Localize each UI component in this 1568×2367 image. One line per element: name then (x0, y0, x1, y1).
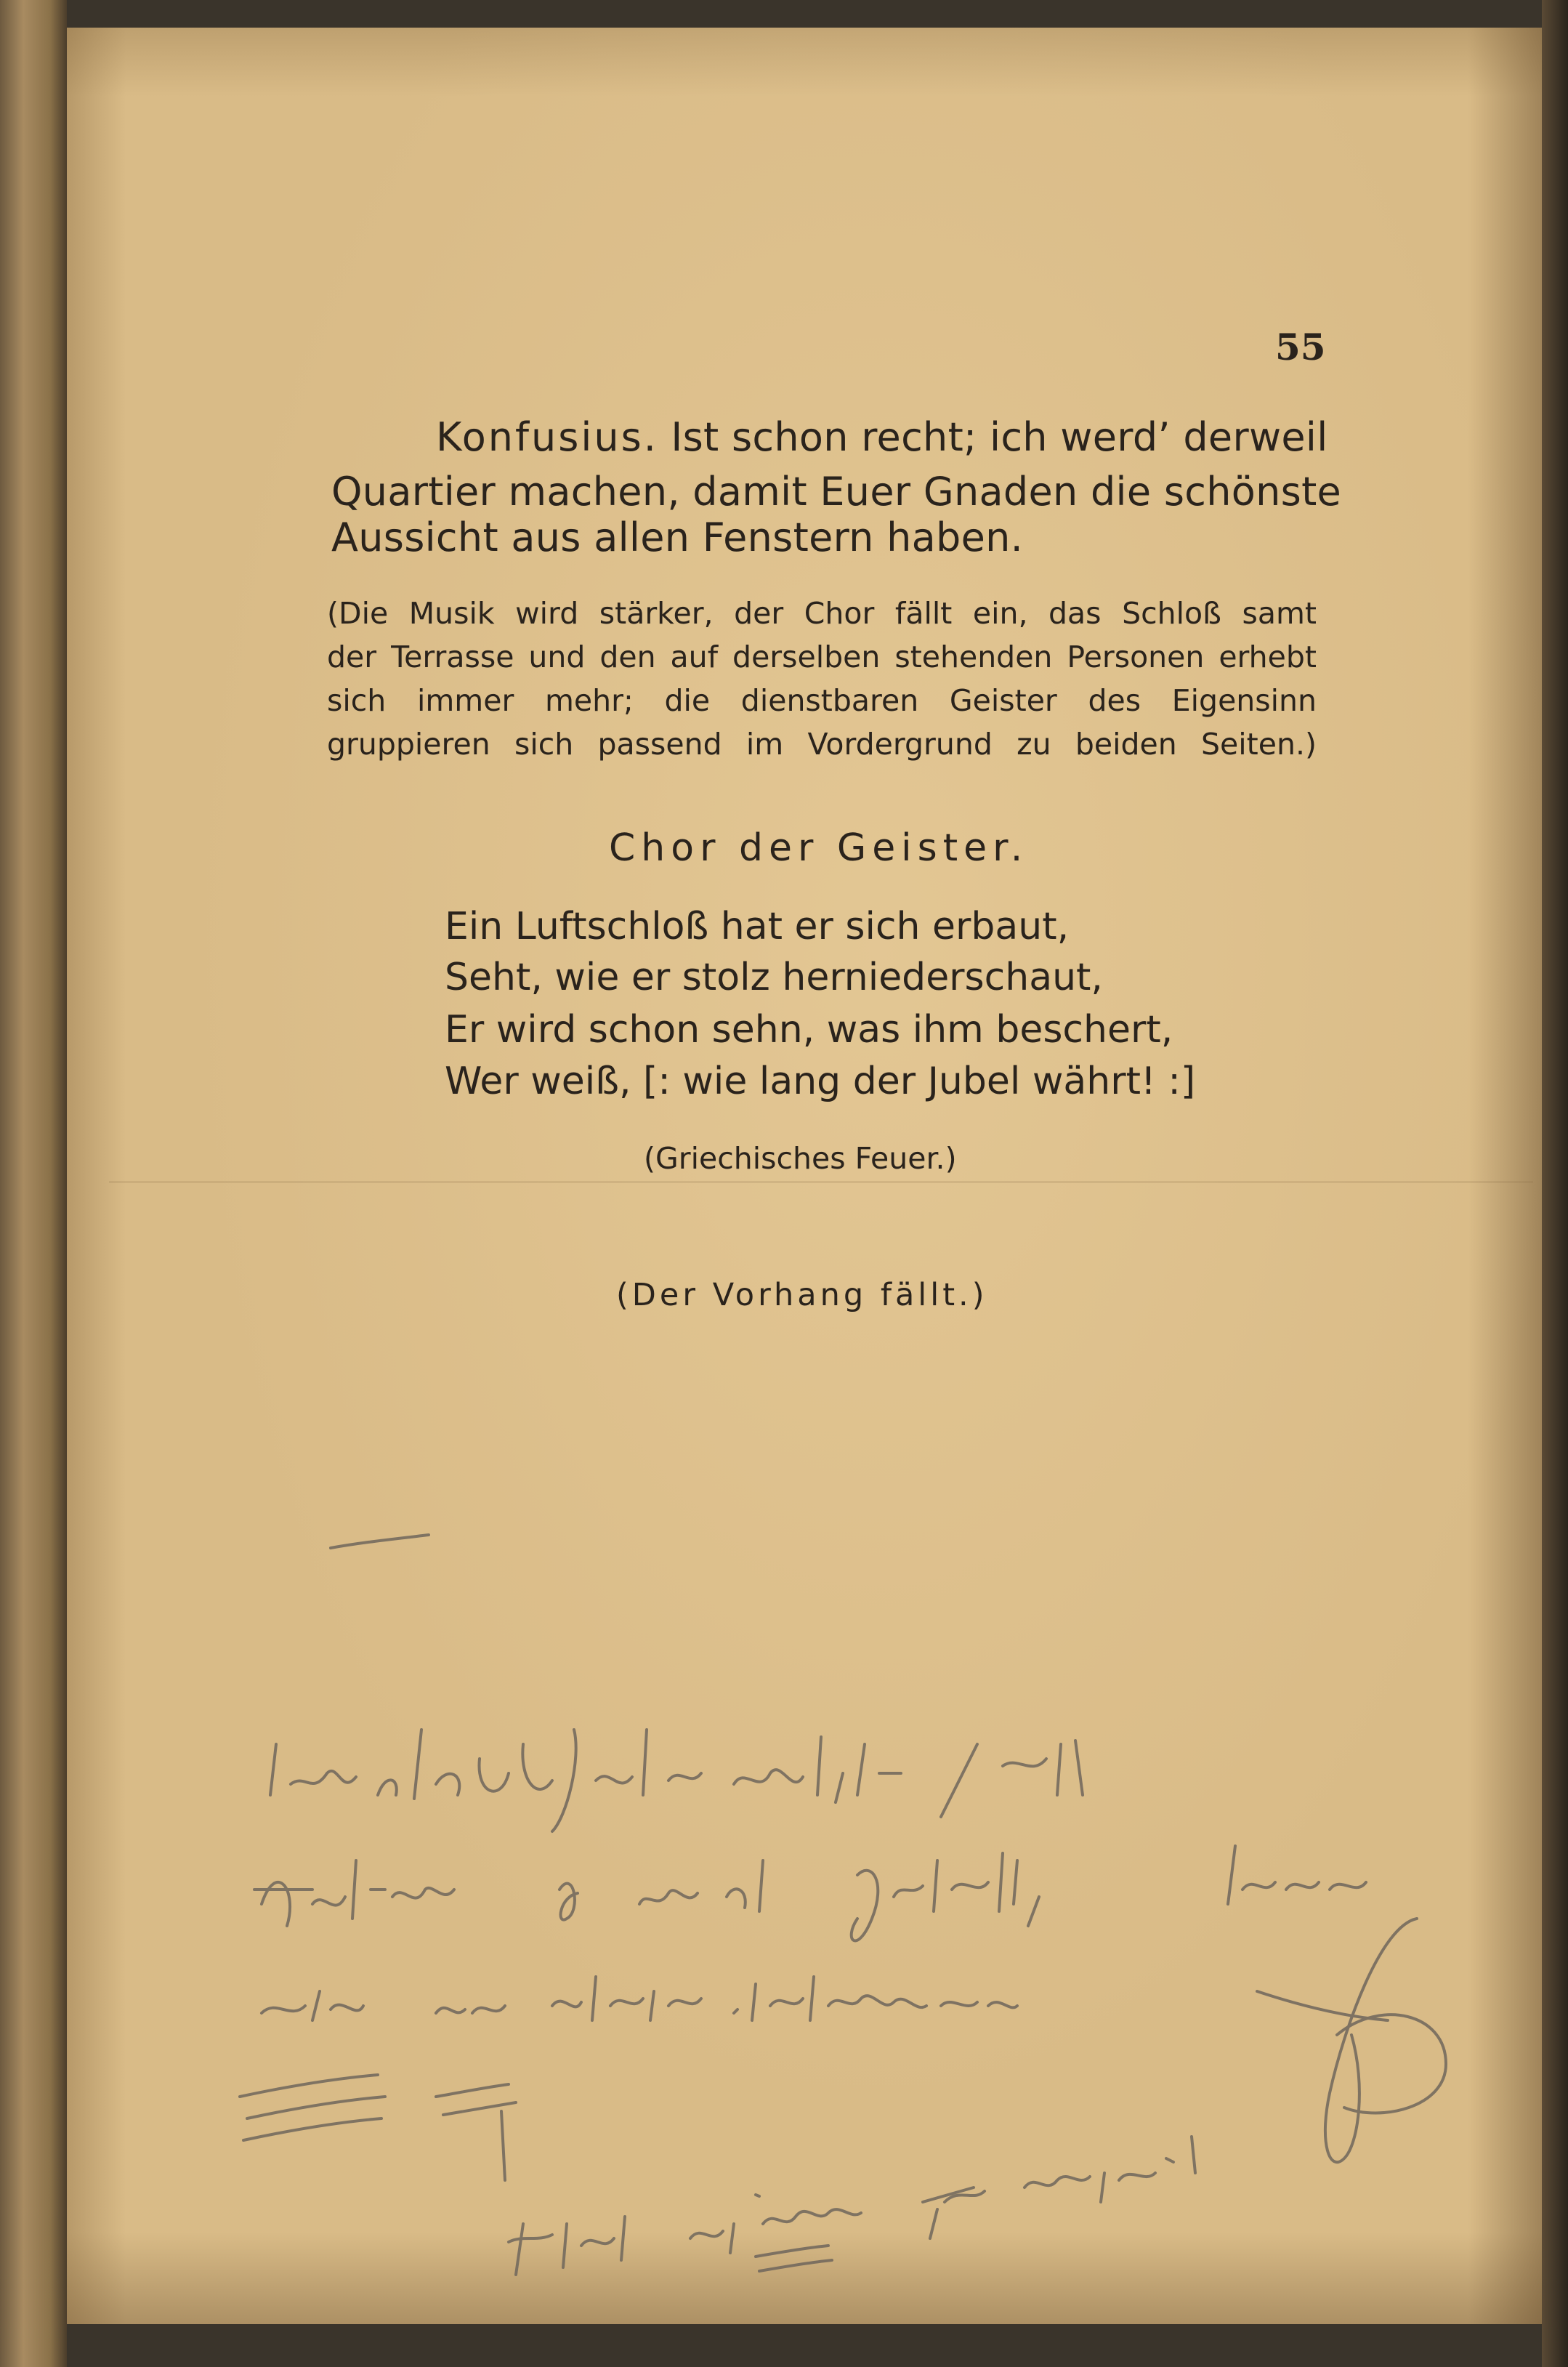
handwriting-underline-1 (240, 2075, 385, 2140)
handwriting-line-2 (254, 1846, 1366, 1940)
speech-line-2: Quartier machen, damit Euer Gnaden die schönste (331, 469, 1342, 515)
speech-text-1: Ist schon recht; ich werd’ derweil (671, 414, 1328, 460)
page-number: 55 (1275, 326, 1326, 368)
verse-line-2: Seht, wie er stolz herniederschaut, (445, 956, 1103, 999)
speaker-name: Konfusius. (436, 414, 658, 460)
stage-direction-line-2: der Terrasse und den auf derselben stehenden Personen erhebt (327, 640, 1317, 674)
verse-line-3: Er wird schon sehn, was ihm beschert, (445, 1008, 1173, 1052)
chorus-heading: Chor der Geister. (609, 826, 1029, 870)
pencil-dash (331, 1535, 429, 1548)
speech-line-3: Aussicht aus allen Fenstern haben. (331, 515, 1024, 560)
handwriting-underline-2 (436, 2084, 516, 2180)
stage-direction-line-3: sich immer mehr; die dienstbaren Geister des Eigensinn (327, 683, 1317, 718)
handwriting-line-3 (262, 1977, 1017, 2020)
verse-line-4: Wer weiß, [: wie lang der Jubel währt! :] (445, 1060, 1196, 1103)
handwriting-line-4 (509, 2137, 1195, 2275)
stage-direction-greek-fire: (Griechisches Feuer.) (644, 1141, 957, 1176)
handwriting-underline-3 (756, 2246, 832, 2271)
handwritten-signature-mark (1257, 1919, 1446, 2162)
stage-direction-line-4: gruppieren sich passend im Vordergrund zu beiden Seiten.) (327, 727, 1317, 762)
handwriting-line-1 (270, 1730, 1083, 1831)
stage-direction-line-1: (Die Musik wird stärker, der Chor fällt ein, das Schloß samt (327, 596, 1317, 631)
stage-direction-curtain: (Der Vorhang fällt.) (616, 1277, 988, 1313)
verse-line-1: Ein Luftschloß hat er sich erbaut, (445, 905, 1070, 948)
